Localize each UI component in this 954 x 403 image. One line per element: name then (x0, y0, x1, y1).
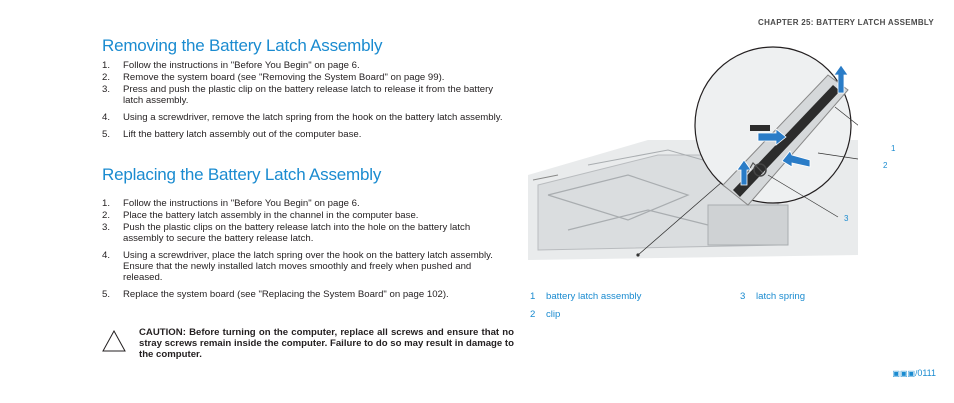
replacing-title: Replacing the Battery Latch Assembly (102, 165, 382, 184)
list-item: 3. Push the plastic clips on the battery release latch into the hole on the battery latch assembly to secure the battery release latch. (102, 222, 471, 244)
list-item: 1. Follow the instructions in "Before You Begin" on page 6. (102, 60, 360, 71)
removing-steps (102, 60, 512, 146)
callout-3: 3 (844, 214, 849, 223)
list-item: 4. Using a screwdriver, remove the latch spring from the hook on the battery latch assembly. (102, 112, 503, 123)
legend-item: 1 battery latch assembly (530, 291, 642, 302)
page-number: ▣▣▣/0111 (892, 368, 936, 378)
list-item: 5. Lift the battery latch assembly out of the computer base. (102, 129, 362, 140)
removing-title: Removing the Battery Latch Assembly (102, 36, 383, 55)
list-item: 3. Press and push the plastic clip on the battery release latch to release it from the battery latch assembly. (102, 84, 494, 106)
caution-text: CAUTION: Before turning on the computer, replace all screws and ensure that no stray screws remain inside the computer. Failure to do so may result in damage to the computer. (139, 327, 514, 360)
brand-mark-icon: ▣▣▣/ (892, 369, 918, 378)
magnified-view (695, 47, 851, 205)
chapter-header: CHAPTER 25: BATTERY LATCH ASSEMBLY (758, 18, 934, 27)
list-item: 5. Replace the system board (see "Replacing the System Board" on page 102). (102, 289, 449, 300)
list-item: 2. Remove the system board (see "Removing the System Board" on page 99). (102, 72, 445, 83)
legend-item: 3 latch spring (740, 291, 806, 302)
caution-icon (102, 330, 126, 352)
callout-2: 2 (883, 161, 888, 170)
replacing-steps (102, 198, 512, 306)
list-item: 1. Follow the instructions in "Before You Begin" on page 6. (102, 198, 360, 209)
list-item: 2. Place the battery latch assembly in the channel in the computer base. (102, 210, 419, 221)
battery-latch-illustration (528, 45, 858, 265)
callout-1: 1 (891, 144, 896, 153)
legend-item: 2 clip (530, 309, 561, 320)
list-item: 4. Using a screwdriver, place the latch spring over the hook on the battery latch assembly. Ensure that the newly installed latch moves smoothly and freely when pushed and released. (102, 250, 493, 283)
